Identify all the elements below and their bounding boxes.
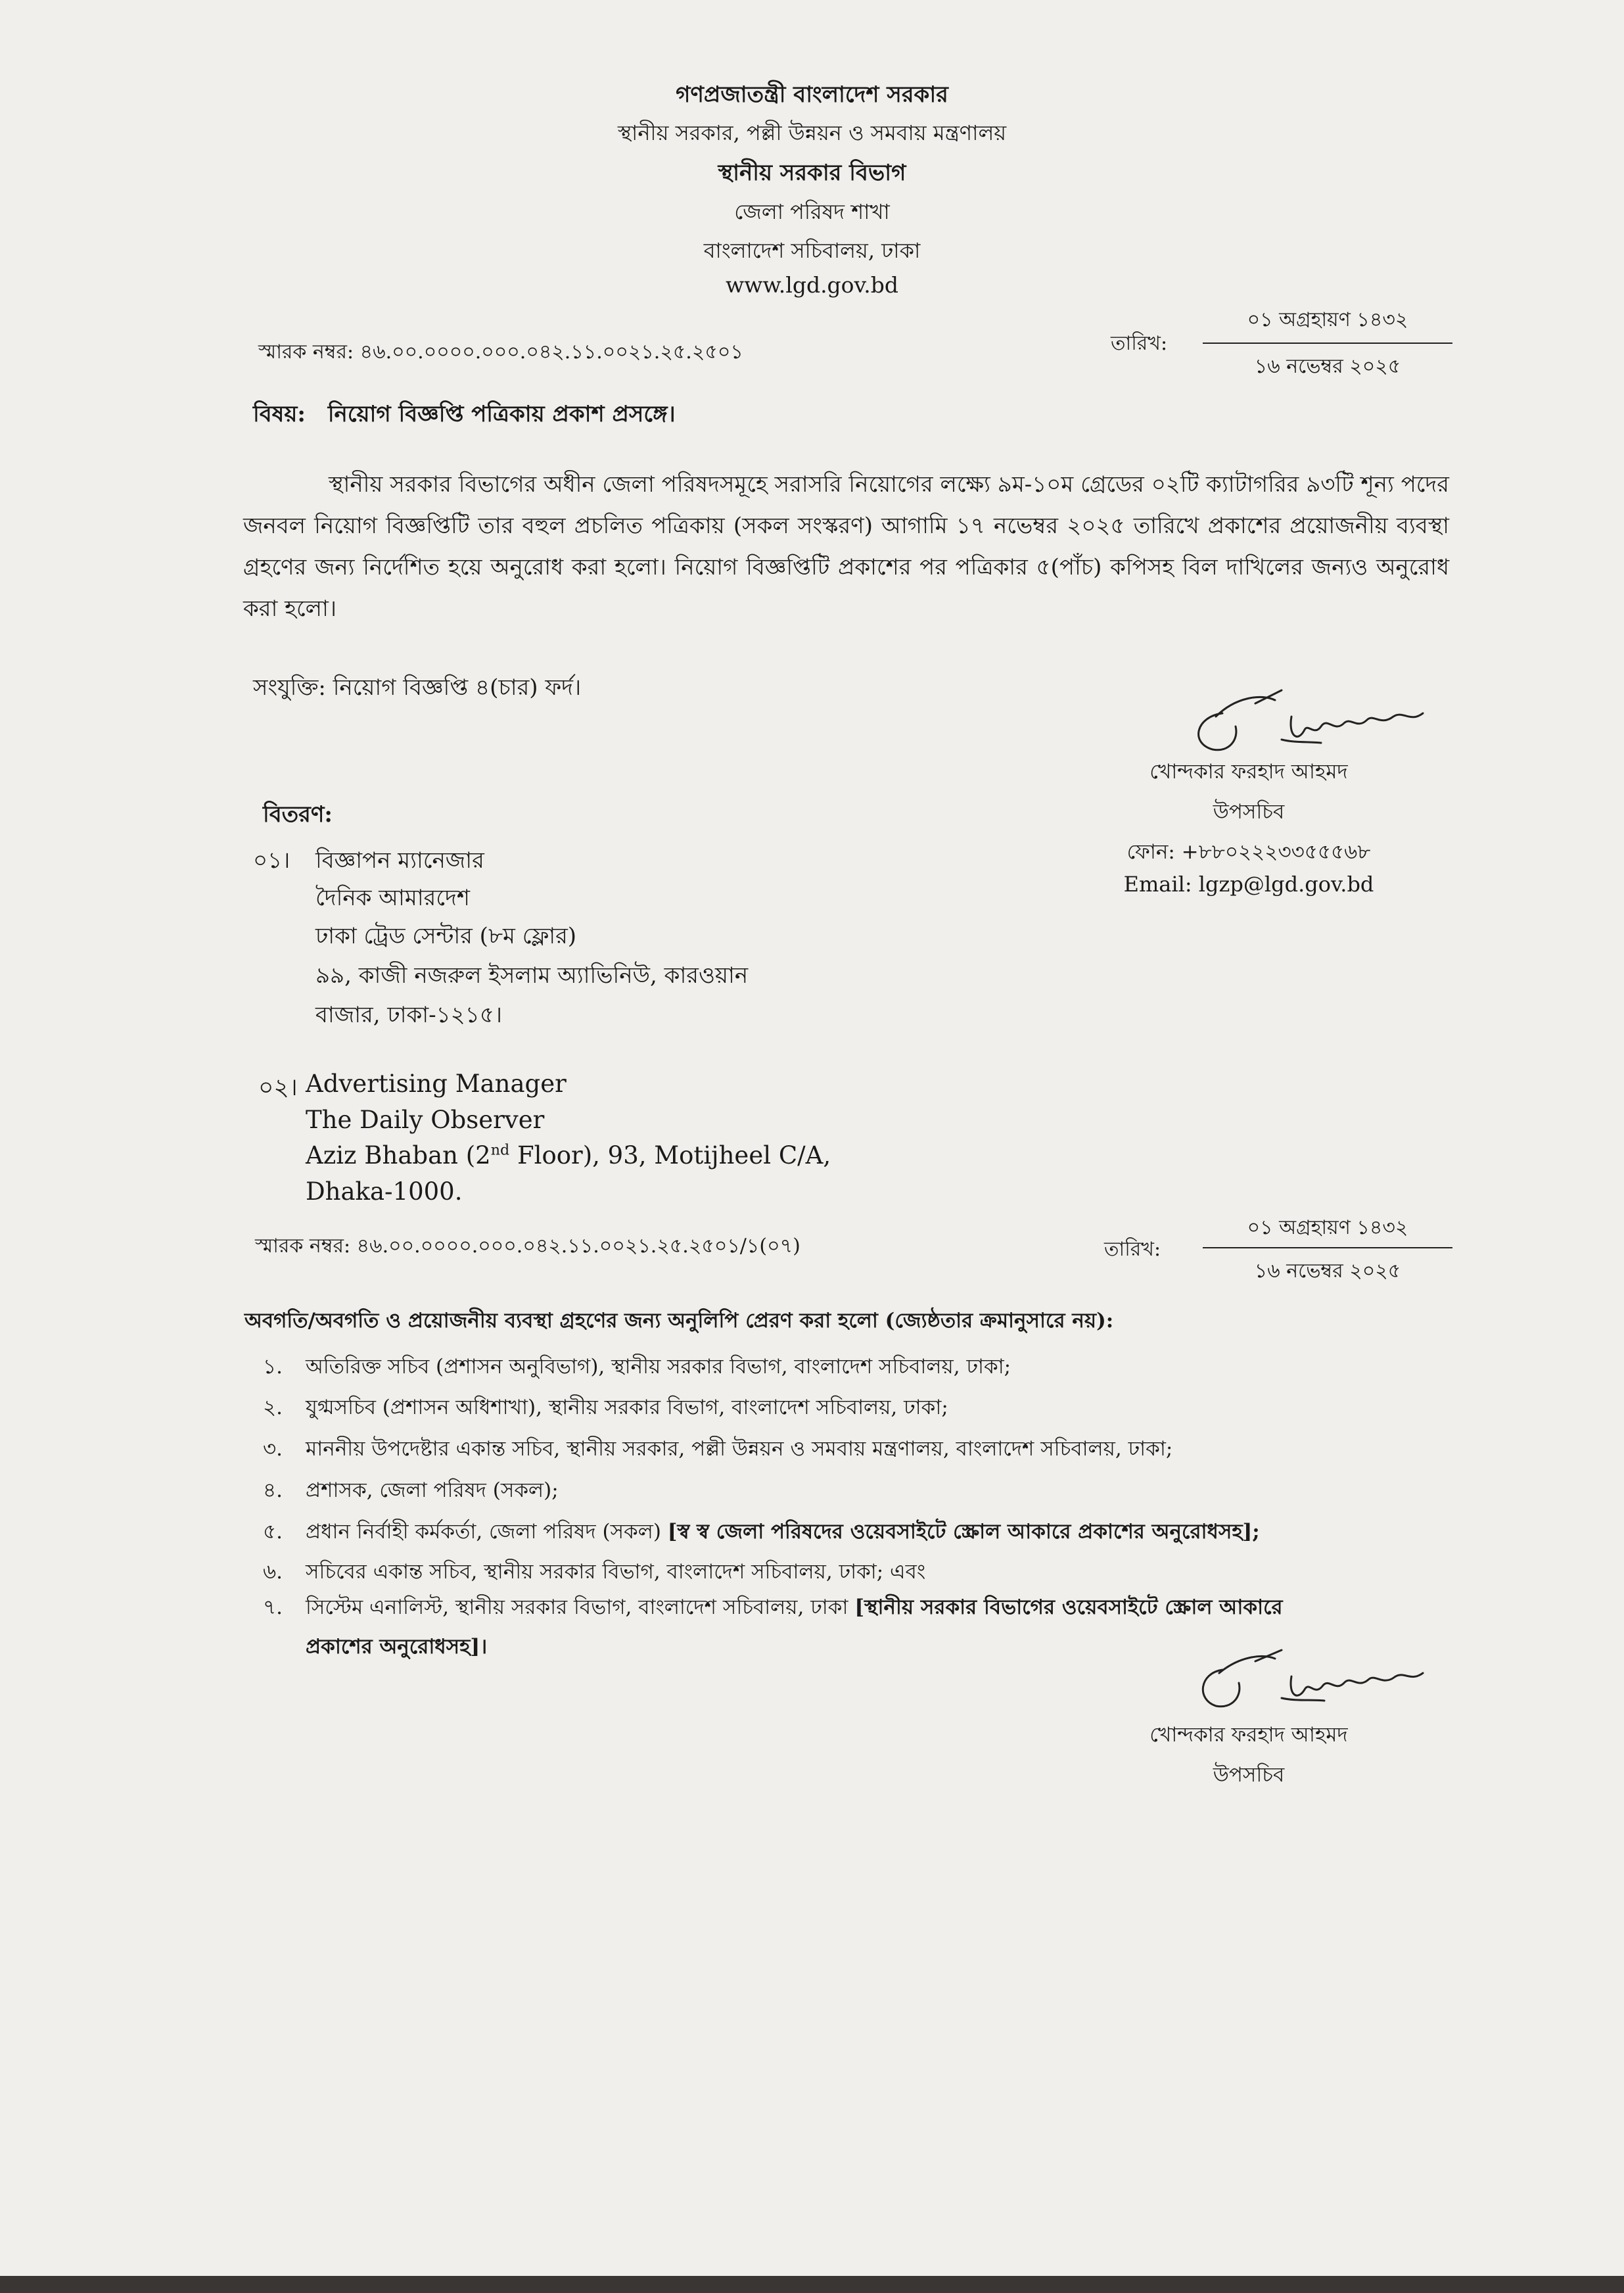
copy-item-text: অতিরিক্ত সচিব (প্রশাসন অনুবিভাগ), স্থানীয় সরকার বিভাগ, বাংলাদেশ সচিবালয়, ঢাকা; bbox=[306, 1355, 1011, 1379]
memo-value: ৪৬.০০.০০০০.০০০.০৪২.১১.০০২১.২৫.২৫০১/১(০৭) bbox=[356, 1235, 800, 1258]
copy-item-text: প্রশাসক, জেলা পরিষদ (সকল); bbox=[306, 1478, 559, 1502]
website-link[interactable]: www.lgd.gov.bd bbox=[725, 272, 899, 298]
signatory-email[interactable]: Email: lgzp@lgd.gov.bd bbox=[1123, 872, 1374, 897]
body-paragraph: স্থানীয় সরকার বিভাগের অধীন জেলা পরিষদসমূহে সরাসরি নিয়োগের লক্ষ্যে ৯ম-১০ম গ্রেডের ০২টি ক্যাটাগরির ৯৩টি শূন্য পদের জনবল নিয়োগ বিজ্ঞপ্তিটি তার বহুল প্রচলিত পত্রিকায় (সকল সংস্করণ) আগামি ১৭ নভেম্বর ২০২৫ তারিখে প্রকাশের প্রয়োজনীয় ব্যবস্থা গ্রহণের জন্য নির্দেশিত হয়ে অনুরোধ করা হলো। নিয়োগ বিজ্ঞপ্তিটি প্রকাশের পর পত্রিকার ৫(পাঁচ) কপিসহ বিল দাখিলের জন্যও অনুরোধ করা হলো। bbox=[243, 471, 1449, 622]
branch-name: জেলা পরিষদ শাখা bbox=[734, 199, 890, 224]
subject-label: বিষয়: bbox=[253, 401, 306, 427]
distribution-item-2-line-1: Advertising Manager bbox=[306, 1070, 567, 1098]
distribution-item-2-number: ০২। bbox=[258, 1074, 298, 1101]
copy-item-number: ২. bbox=[263, 1396, 283, 1419]
distribution-item-1-line-5: বাজার, ঢাকা-১২১৫। bbox=[315, 1002, 503, 1028]
date-divider-1 bbox=[1203, 343, 1452, 344]
copy-item-text-continued: প্রকাশের অনুরোধসহ]। bbox=[306, 1635, 488, 1659]
copy-item-number: ৩. bbox=[263, 1437, 283, 1461]
copy-item-number: ১. bbox=[263, 1355, 283, 1379]
signature-image bbox=[1183, 1640, 1446, 1713]
copy-item-number: ৫. bbox=[263, 1520, 283, 1544]
distribution-item-1-line-1: বিজ্ঞাপন ম্যানেজার bbox=[315, 847, 484, 874]
distribution-item-1-line-2: দৈনিক আমারদেশ bbox=[315, 885, 470, 911]
distribution-item-1-number: ০১। bbox=[253, 847, 290, 874]
date-bangla-1: ০১ অগ্রহায়ণ ১৪৩২ bbox=[1247, 308, 1408, 331]
date-divider-2 bbox=[1203, 1247, 1452, 1248]
copy-item-text: যুগ্মসচিব (প্রশাসন অধিশাখা), স্থানীয় সরকার বিভাগ, বাংলাদেশ সচিবালয়, ঢাকা; bbox=[306, 1396, 948, 1419]
government-title: গণপ্রজাতন্ত্রী বাংলাদেশ সরকার bbox=[676, 82, 948, 108]
distribution-item-1-line-4: ৯৯, কাজী নজরুল ইসলাম অ্যাভিনিউ, কারওয়ান bbox=[315, 962, 749, 989]
copy-item-text: প্রধান নির্বাহী কর্মকর্তা, জেলা পরিষদ (সকল) [স্ব স্ব জেলা পরিষদের ওয়েবসাইটে স্ক্রোল আকারে প্রকাশের অনুরোধসহ]; bbox=[306, 1520, 1260, 1544]
memo-number-1 bbox=[258, 336, 743, 369]
signatory-2-designation: উপসচিব bbox=[1213, 1763, 1285, 1787]
distribution-item-2-line-3: Aziz Bhaban (2nd Floor), 93, Motijheel C/A, bbox=[306, 1141, 831, 1170]
copy-item-text: মাননীয় উপদেষ্টার একান্ত সচিব, স্থানীয় সরকার, পল্লী উন্নয়ন ও সমবায় মন্ত্রণালয়, বাংলাদেশ সচিবালয়, ঢাকা; bbox=[306, 1437, 1173, 1461]
copy-item-number: ৬. bbox=[263, 1560, 283, 1584]
distribution-title: বিতরণ: bbox=[263, 801, 333, 828]
ministry-name: স্থানীয় সরকার, পল্লী উন্নয়ন ও সমবায় মন্ত্রণালয় bbox=[617, 120, 1007, 145]
copy-item-text: সচিবের একান্ত সচিব, স্থানীয় সরকার বিভাগ, বাংলাদেশ সচিবালয়, ঢাকা; এবং bbox=[306, 1560, 926, 1584]
date-bangla-2: ০১ অগ্রহায়ণ ১৪৩২ bbox=[1247, 1216, 1408, 1239]
secretariat-address: বাংলাদেশ সচিবালয়, ঢাকা bbox=[703, 238, 921, 263]
distribution-item-2-line-4: Dhaka-1000. bbox=[306, 1177, 463, 1206]
subject-text: নিয়োগ বিজ্ঞপ্তি পত্রিকায় প্রকাশ প্রসঙ্গে। bbox=[327, 401, 676, 427]
copies-heading: অবগতি/অবগতি ও প্রয়োজনীয় ব্যবস্থা গ্রহণের জন্য অনুলিপি প্রেরণ করা হলো (জ্যেষ্ঠতার ক্রমানুসারে নয়): bbox=[244, 1309, 1114, 1333]
copy-item-text: সিস্টেম এনালিস্ট, স্থানীয় সরকার বিভাগ, বাংলাদেশ সচিবালয়, ঢাকা [স্থানীয় সরকার বিভাগের ওয়েবসাইটে স্ক্রোল আকারে bbox=[306, 1596, 1283, 1619]
distribution-item-1-line-3: ঢাকা ট্রেড সেন্টার (৮ম ফ্লোর) bbox=[315, 923, 577, 949]
distribution-item-2-line-2: The Daily Observer bbox=[306, 1106, 545, 1134]
scan-edge bbox=[0, 2276, 1624, 2293]
signatory-2-name: খোন্দকার ফরহাদ আহমদ bbox=[1149, 1723, 1348, 1747]
signature-image bbox=[1176, 677, 1452, 756]
subject-line bbox=[253, 397, 676, 435]
memo-label: স্মারক নম্বর: bbox=[258, 341, 354, 364]
memo-number-2 bbox=[255, 1230, 800, 1264]
attachment-line: সংযুক্তি: নিয়োগ বিজ্ঞপ্তি ৪(চার) ফর্দ। bbox=[253, 674, 582, 701]
signatory-phone: ফোন: +৮৮০২২২৩৩৫৫৫৬৮ bbox=[1126, 840, 1371, 864]
copy-item-number: ৪. bbox=[263, 1478, 283, 1502]
division-name: স্থানীয় সরকার বিভাগ bbox=[718, 160, 906, 186]
memo-label: স্মারক নম্বর: bbox=[255, 1235, 351, 1258]
date-english-1: ১৬ নভেম্বর ২০২৫ bbox=[1254, 355, 1401, 378]
signatory-designation: উপসচিব bbox=[1213, 800, 1285, 824]
copy-item-number: ৭. bbox=[263, 1596, 283, 1619]
date-english-2: ১৬ নভেম্বর ২০২৫ bbox=[1254, 1260, 1401, 1283]
signatory-name: খোন্দকার ফরহাদ আহমদ bbox=[1149, 760, 1348, 784]
date-label-1: তারিখ: bbox=[1111, 332, 1168, 355]
date-label-2: তারিখ: bbox=[1104, 1238, 1161, 1261]
memo-value: ৪৬.০০.০০০০.০০০.০৪২.১১.০০২১.২৫.২৫০১ bbox=[360, 341, 743, 364]
